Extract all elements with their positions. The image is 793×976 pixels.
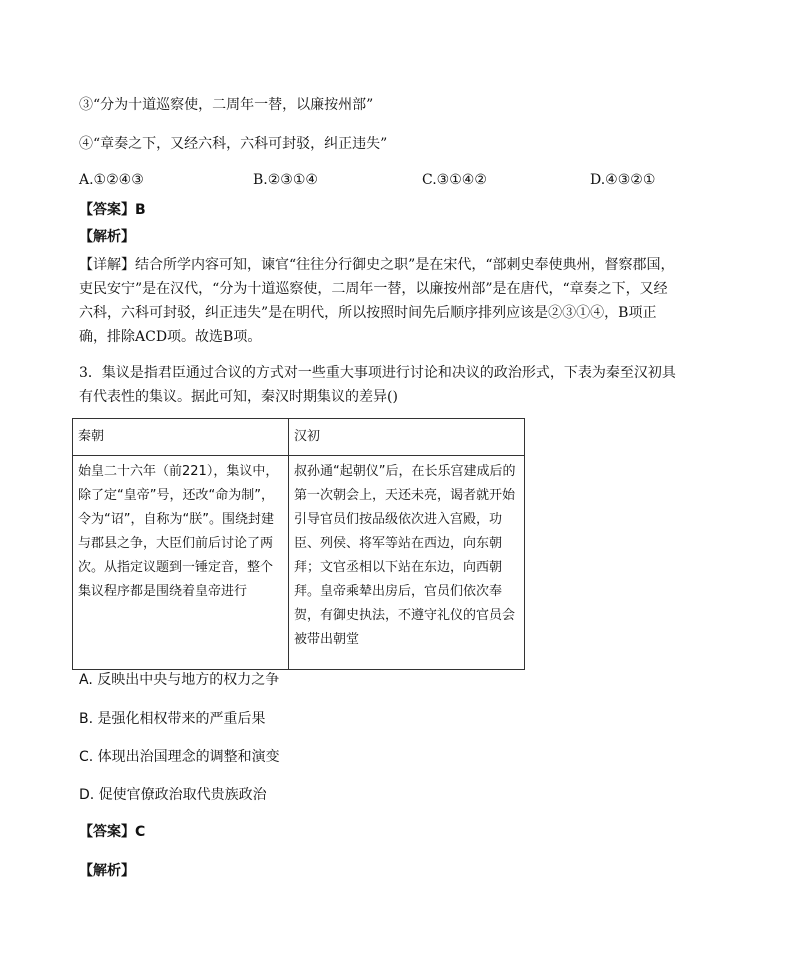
q2-option-c: C.③①④② <box>422 172 487 188</box>
q3-answer: 【答案】C <box>79 824 146 840</box>
q3-analysis-label: 【解析】 <box>79 863 135 879</box>
table-header-han: 汉初 <box>289 419 525 456</box>
statement-3: ③“分为十道巡察使，二周年一替，以廉按州部” <box>79 97 374 113</box>
table-cell-han: 叔孙通“起朝仪”后，在长乐宫建成后的第一次朝会上，天还未亮，谒者就开始引导官员们按品级依次进入宫殿，功臣、列侯、将军等站在西边，向东朝拜；文官丞相以下站在东边，向西朝拜。皇帝乘辇出房后，官员们依次奉贺，有御史执法，不遵守礼仪的官员会被带出朝堂 <box>289 456 525 670</box>
q2-answer: 【答案】B <box>79 202 146 218</box>
q2-options <box>79 172 679 192</box>
q2-analysis-label: 【解析】 <box>79 229 135 245</box>
q2-option-a: A.①②④③ <box>79 172 144 188</box>
q3-option-b: B. 是强化相权带来的严重后果 <box>79 711 266 727</box>
q2-option-b: B.②③①④ <box>253 172 318 188</box>
table-header-qin: 秦朝 <box>73 419 289 456</box>
q3-option-d: D. 促使官僚政治取代贵族政治 <box>79 787 267 803</box>
q3-option-a: A. 反映出中央与地方的权力之争 <box>79 672 280 688</box>
table-row <box>73 456 525 670</box>
q3-stem: 3．集议是指君臣通过合议的方式对一些重大事项进行讨论和决议的政治形式，下表为秦至汉初具有代表性的集议。据此可知，秦汉时期集议的差异() <box>79 365 676 405</box>
q2-detail: 【详解】结合所学内容可知，谏官“往往分行御史之职”是在宋代，“部刺史奉使典州，督察郡国，吏民安宁”是在汉代，“分为十道巡察使，二周年一替，以廉按州部”是在唐代，“章奏之下，又经六科，六科可封驳，纠正违失”是在明代，所以按照时间先后顺序排列应该是②③①④，B项正确，排除ACD项。故选B项。 <box>79 257 675 345</box>
q3-option-c: C. 体现出治国理念的调整和演变 <box>79 749 280 765</box>
statement-4: ④“章奏之下，又经六科，六科可封驳，纠正违失” <box>79 136 388 152</box>
table-header-row <box>73 419 525 456</box>
q2-option-d: D.④③②① <box>590 172 656 188</box>
q3-comparison-table <box>72 418 525 670</box>
table-cell-qin: 始皇二十六年（前221），集议中，除了定“皇帝”号，还改“命为制”，令为“诏”，自称为“朕”。围绕封建与郡县之争，大臣们前后讨论了两次。从指定议题到一锤定音，整个集议程序都是围绕着皇帝进行 <box>73 456 289 670</box>
